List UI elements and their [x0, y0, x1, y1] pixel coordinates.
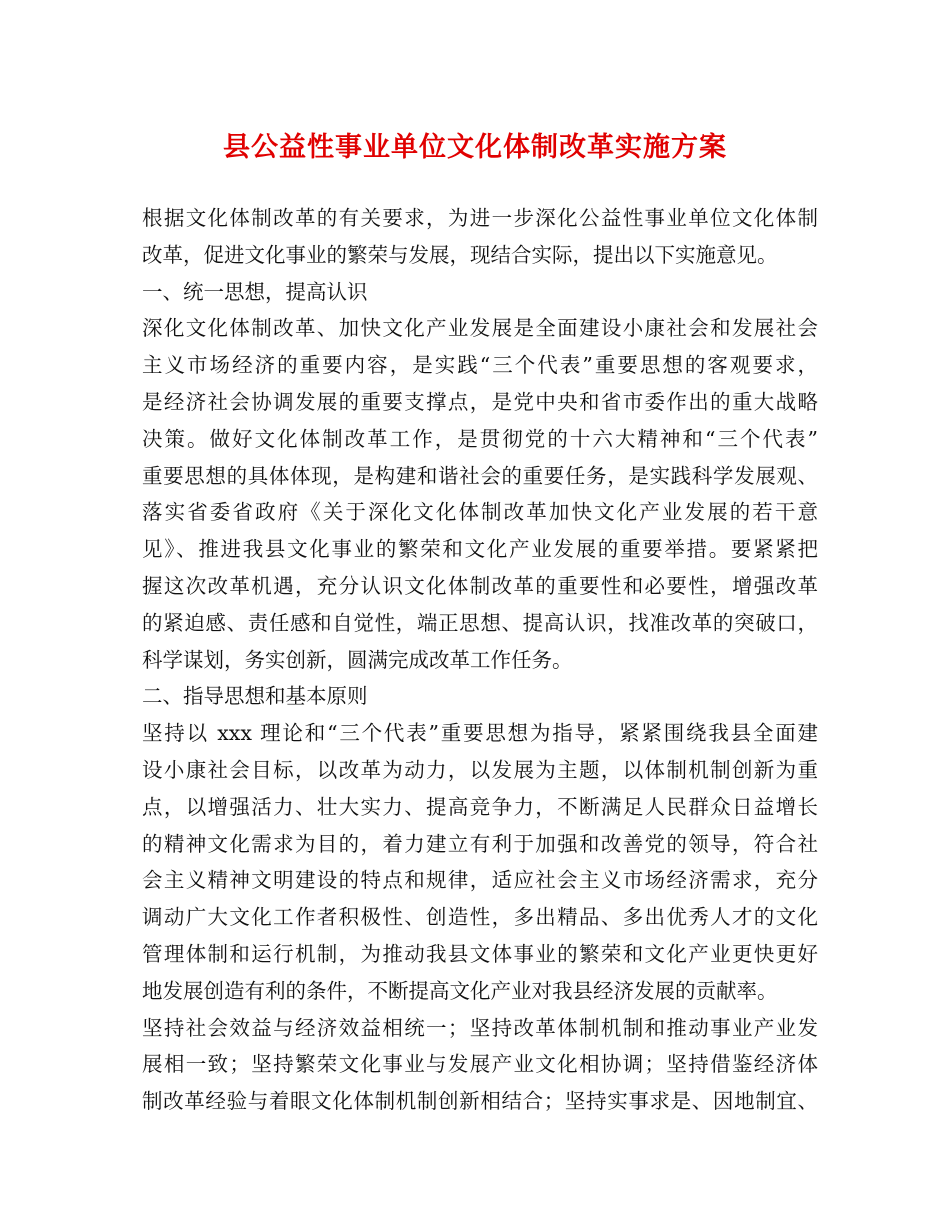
- text-line: 见》、推进我县文化事业的繁荣和文化产业发展的重要举措。要紧紧把: [142, 537, 818, 562]
- text-line: 坚持社会效益与经济效益相统一；坚持改革体制机制和推动事业产业发: [142, 1015, 818, 1040]
- text-line: 决策。做好文化体制改革工作，是贯彻党的十六大精神和“三个代表”: [142, 426, 818, 451]
- text-line: 坚持以 xxx 理论和“三个代表”重要思想为指导，紧紧围绕我县全面建: [142, 721, 818, 746]
- text-line: 深化文化体制改革、加快文化产业发展是全面建设小康社会和发展社会: [142, 316, 818, 341]
- text-line: 设小康社会目标，以改革为动力，以发展为主题，以体制机制创新为重: [142, 757, 818, 782]
- text-line: 地发展创造有利的条件，不断提高文化产业对我县经济发展的贡献率。: [142, 978, 778, 1003]
- text-line: 改革，促进文化事业的繁荣与发展，现结合实际，提出以下实施意见。: [142, 242, 778, 267]
- text-line: 的精神文化需求为目的，着力建立有利于加强和改善党的领导，符合社: [142, 831, 818, 856]
- text-line: 主义市场经济的重要内容，是实践“三个代表”重要思想的客观要求，: [142, 353, 818, 378]
- text-line: 的紧迫感、责任感和自觉性，端正思想、提高认识，找准改革的突破口，: [142, 610, 818, 635]
- text-line: 调动广大文化工作者积极性、创造性，多出精品、多出优秀人才的文化: [142, 905, 818, 930]
- document-title: 县公益性事业单位文化体制改革实施方案: [223, 132, 727, 163]
- text-line: 一、统一思想，提高认识: [142, 279, 368, 304]
- text-line: 展相一致；坚持繁荣文化事业与发展产业文化相协调；坚持借鉴经济体: [142, 1052, 818, 1077]
- text-line: 科学谋划，务实创新，圆满完成改革工作任务。: [142, 647, 573, 672]
- text-line: 握这次改革机遇，充分认识文化体制改革的重要性和必要性，增强改革: [142, 573, 818, 598]
- text-line: 重要思想的具体体现，是构建和谐社会的重要任务，是实践科学发展观、: [142, 463, 818, 488]
- text-line: 根据文化体制改革的有关要求，为进一步深化公益性事业单位文化体制: [142, 206, 818, 230]
- text-line: 是经济社会协调发展的重要支撑点，是党中央和省市委作出的重大战略: [142, 389, 818, 414]
- text-line: 会主义精神文明建设的特点和规律，适应社会主义市场经济需求，充分: [142, 868, 818, 893]
- text-line: 二、指导思想和基本原则: [142, 684, 368, 709]
- text-line: 点，以增强活力、壮大实力、提高竞争力，不断满足人民群众日益增长: [142, 794, 818, 819]
- text-line: 制改革经验与着眼文化体制机制创新相结合；坚持实事求是、因地制宜、: [142, 1089, 818, 1114]
- document-body: [142, 200, 818, 1120]
- text-line: 管理体制和运行机制，为推动我县文体事业的繁荣和文化产业更快更好: [142, 941, 818, 966]
- text-line: 落实省委省政府《关于深化文化体制改革加快文化产业发展的若干意: [142, 500, 818, 525]
